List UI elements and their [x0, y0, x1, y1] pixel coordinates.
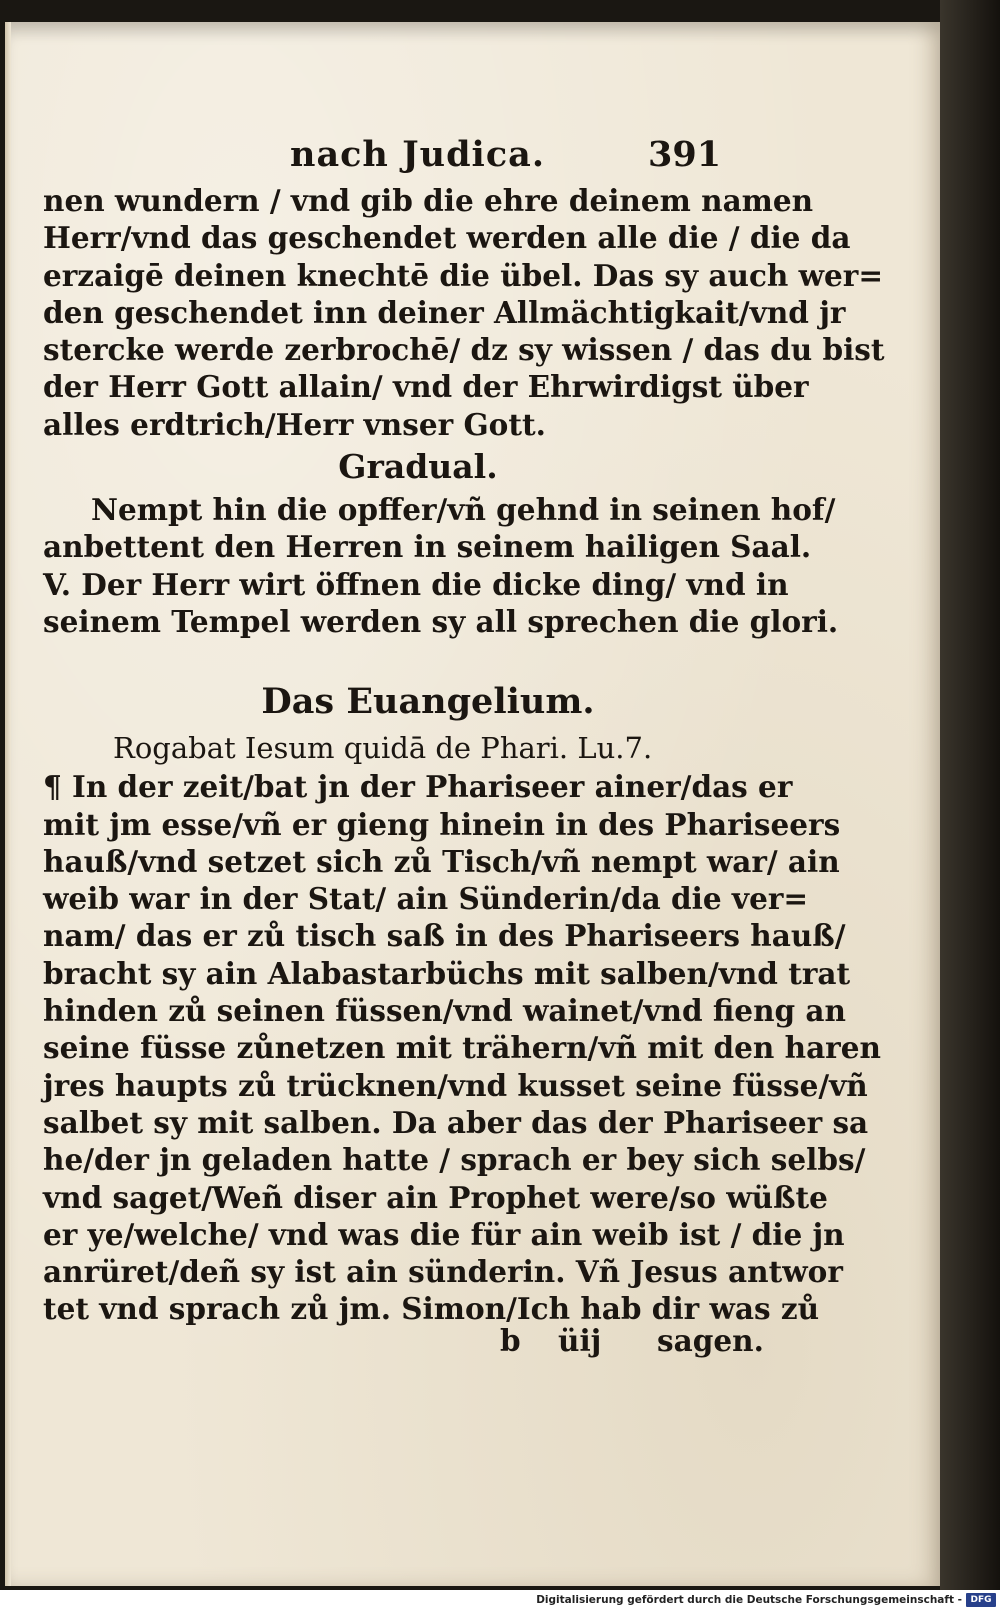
- book-page: [5, 22, 940, 1586]
- page-footer-line: [460, 1323, 764, 1363]
- text-line: Herr/vnd das geschendet werden alle die / die da: [43, 220, 851, 256]
- text-line: Nempt hin die opffer/vñ gehnd in seinen hof/: [91, 492, 836, 528]
- text-line: salbet sy mit salben. Da aber das der Phariseer sa: [43, 1104, 869, 1140]
- text-line: he/der jn geladen hatte / sprach er bey sich selbs/: [43, 1142, 866, 1178]
- text-line: der Herr Gott allain/ vnd der Ehrwirdigst über: [43, 369, 809, 405]
- text-line: anrüret/deñ sy ist ain sünderin. Vñ Jesus antwor: [43, 1254, 843, 1290]
- text-line: ¶ In der zeit/bat jn der Phariseer ainer/das er: [43, 769, 793, 805]
- text-line: vnd saget/Weñ diser ain Prophet were/so wüßte: [43, 1179, 828, 1215]
- running-title: nach Judica.: [290, 134, 546, 175]
- text-line: den geschendet inn deiner Allmächtigkait/vnd jr: [43, 294, 846, 330]
- text-line: stercke werde zerbrochē/ dz sy wissen / das du bist: [43, 332, 885, 368]
- dfg-logo-icon: DFG: [966, 1593, 996, 1607]
- text-line: hauß/vnd setzet sich zů Tisch/vñ nempt war/ ain: [43, 843, 840, 879]
- text-line: nen wundern / vnd gib die ehre deinem namen: [43, 183, 814, 218]
- page-number: 391: [648, 134, 722, 175]
- text-line: hinden zů seinen füssen/vnd wainet/vnd fieng an: [43, 993, 846, 1029]
- text-line: anbettent den Herren in seinem hailigen Saal.: [43, 529, 812, 565]
- text-line: alles erdtrich/Herr vnser Gott.: [43, 406, 546, 442]
- gradual-paragraph: [43, 491, 839, 640]
- text-line: er ye/welche/ vnd was die für ain weib ist / die jn: [43, 1216, 845, 1252]
- text-line: mit jm esse/vñ er gieng hinein in des Phariseers: [43, 806, 841, 842]
- page-header: [5, 134, 940, 182]
- signature-mark: üij: [558, 1323, 602, 1358]
- text-line: weib war in der Stat/ ain Sünderin/da die ver=: [43, 881, 809, 917]
- text-line: bracht sy ain Alabastarbüchs mit salben/vnd trat: [43, 955, 851, 991]
- signature-letter: b: [500, 1323, 521, 1358]
- text-line: jres haupts zů trücknen/vnd kusset seine füsse/vñ: [43, 1067, 868, 1103]
- text-line: V. Der Herr wirt öffnen die dicke ding/ vnd in: [43, 566, 789, 602]
- digitization-footer: [0, 1590, 1000, 1611]
- catchword: sagen.: [657, 1323, 764, 1358]
- funding-credit: Digitalisierung gefördert durch die Deutsche Forschungsgemeinschaft -: [536, 1594, 962, 1606]
- background-dark-edge: [940, 0, 1000, 1590]
- text-line: nam/ das er zů tisch saß in des Phariseers hauß/: [43, 918, 846, 954]
- gospel-paragraph: [43, 768, 881, 1327]
- text-line: seinem Tempel werden sy all sprechen die glori.: [43, 603, 839, 639]
- intro-paragraph: [43, 182, 885, 443]
- main-text: [43, 182, 885, 1328]
- text-line: tet vnd sprach zů jm. Simon/Ich hab dir was zů: [43, 1291, 820, 1327]
- gradual-heading: Gradual.: [338, 447, 498, 487]
- text-line: erzaigē deinen knechtē die übel. Das sy auch wer=: [43, 257, 884, 293]
- text-line: seine füsse zůnetzen mit trähern/vñ mit den haren: [43, 1030, 881, 1066]
- page-gutter: [5, 22, 11, 1586]
- gospel-heading: Das Euangelium.: [261, 681, 595, 723]
- gospel-latin-incipit: Rogabat Iesum quidā de Phari. Lu.7.: [113, 731, 653, 766]
